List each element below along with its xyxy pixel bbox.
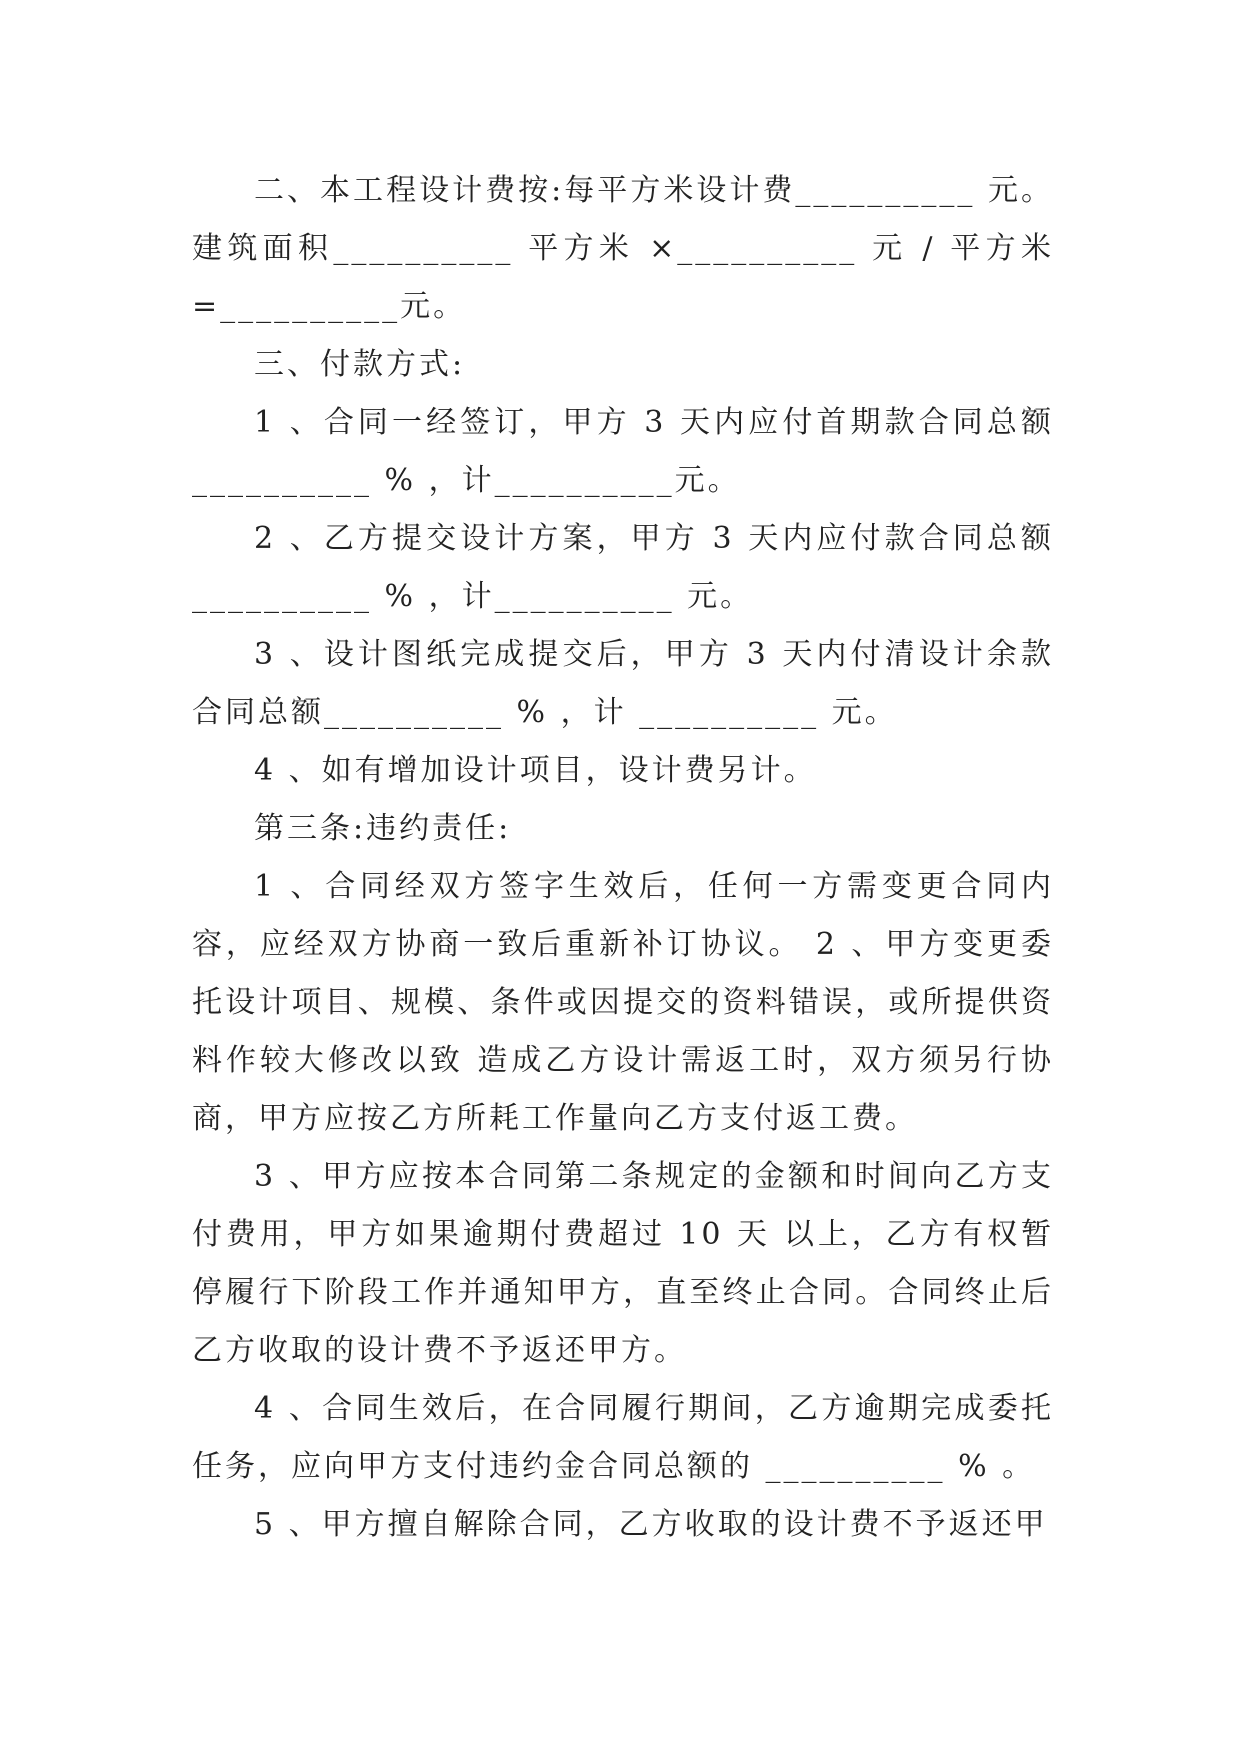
contract-body xyxy=(192,162,1054,1554)
liability-clause-3: 3 、甲方应按本合同第二条规定的金额和时间向乙方支付费用，甲方如果逾期付费超过 10 天 以上，乙方有权暂停履行下阶段工作并通知甲方，直至终止合同。合同终止后乙方收取的设计费不予返还甲方。 xyxy=(192,1159,1054,1368)
clause-payment-heading: 三、付款方式: xyxy=(254,347,466,382)
clause-payment-2: 2 、乙方提交设计方案，甲方 3 天内应付款合同总额__________ % ，计__________ 元。 xyxy=(192,521,1054,614)
liability-clause-1-2: 1 、合同经双方签字生效后，任何一方需变更合同内容，应经双方协商一致后重新补订协议。 2 、甲方变更委托设计项目、规模、条件或因提交的资料错误，或所提供资料作较大修改以致 造成乙方设计需返工时，双方须另行协商，甲方应按乙方所耗工作量向乙方支付返工费。 xyxy=(192,869,1054,1136)
clause-design-fee: 二、本工程设计费按:每平方米设计费__________ 元。建筑面积__________ 平方米 ×__________ 元 / 平方米 =__________元。 xyxy=(192,173,1054,324)
liability-clause-5: 5 、甲方擅自解除合同，乙方收取的设计费不予返还甲 xyxy=(254,1507,1048,1542)
clause-payment-4: 4 、如有增加设计项目，设计费另计。 xyxy=(254,753,817,788)
clause-payment-1: 1 、合同一经签订，甲方 3 天内应付首期款合同总额__________ % ，计__________元。 xyxy=(192,405,1054,498)
article-three-heading: 第三条:违约责任: xyxy=(254,811,512,846)
clause-payment-3: 3 、设计图纸完成提交后，甲方 3 天内付清设计余款合同总额__________ % ，计 __________ 元。 xyxy=(192,637,1054,730)
liability-clause-4: 4 、合同生效后，在合同履行期间，乙方逾期完成委托任务，应向甲方支付违约金合同总额的 __________ % 。 xyxy=(192,1391,1054,1484)
